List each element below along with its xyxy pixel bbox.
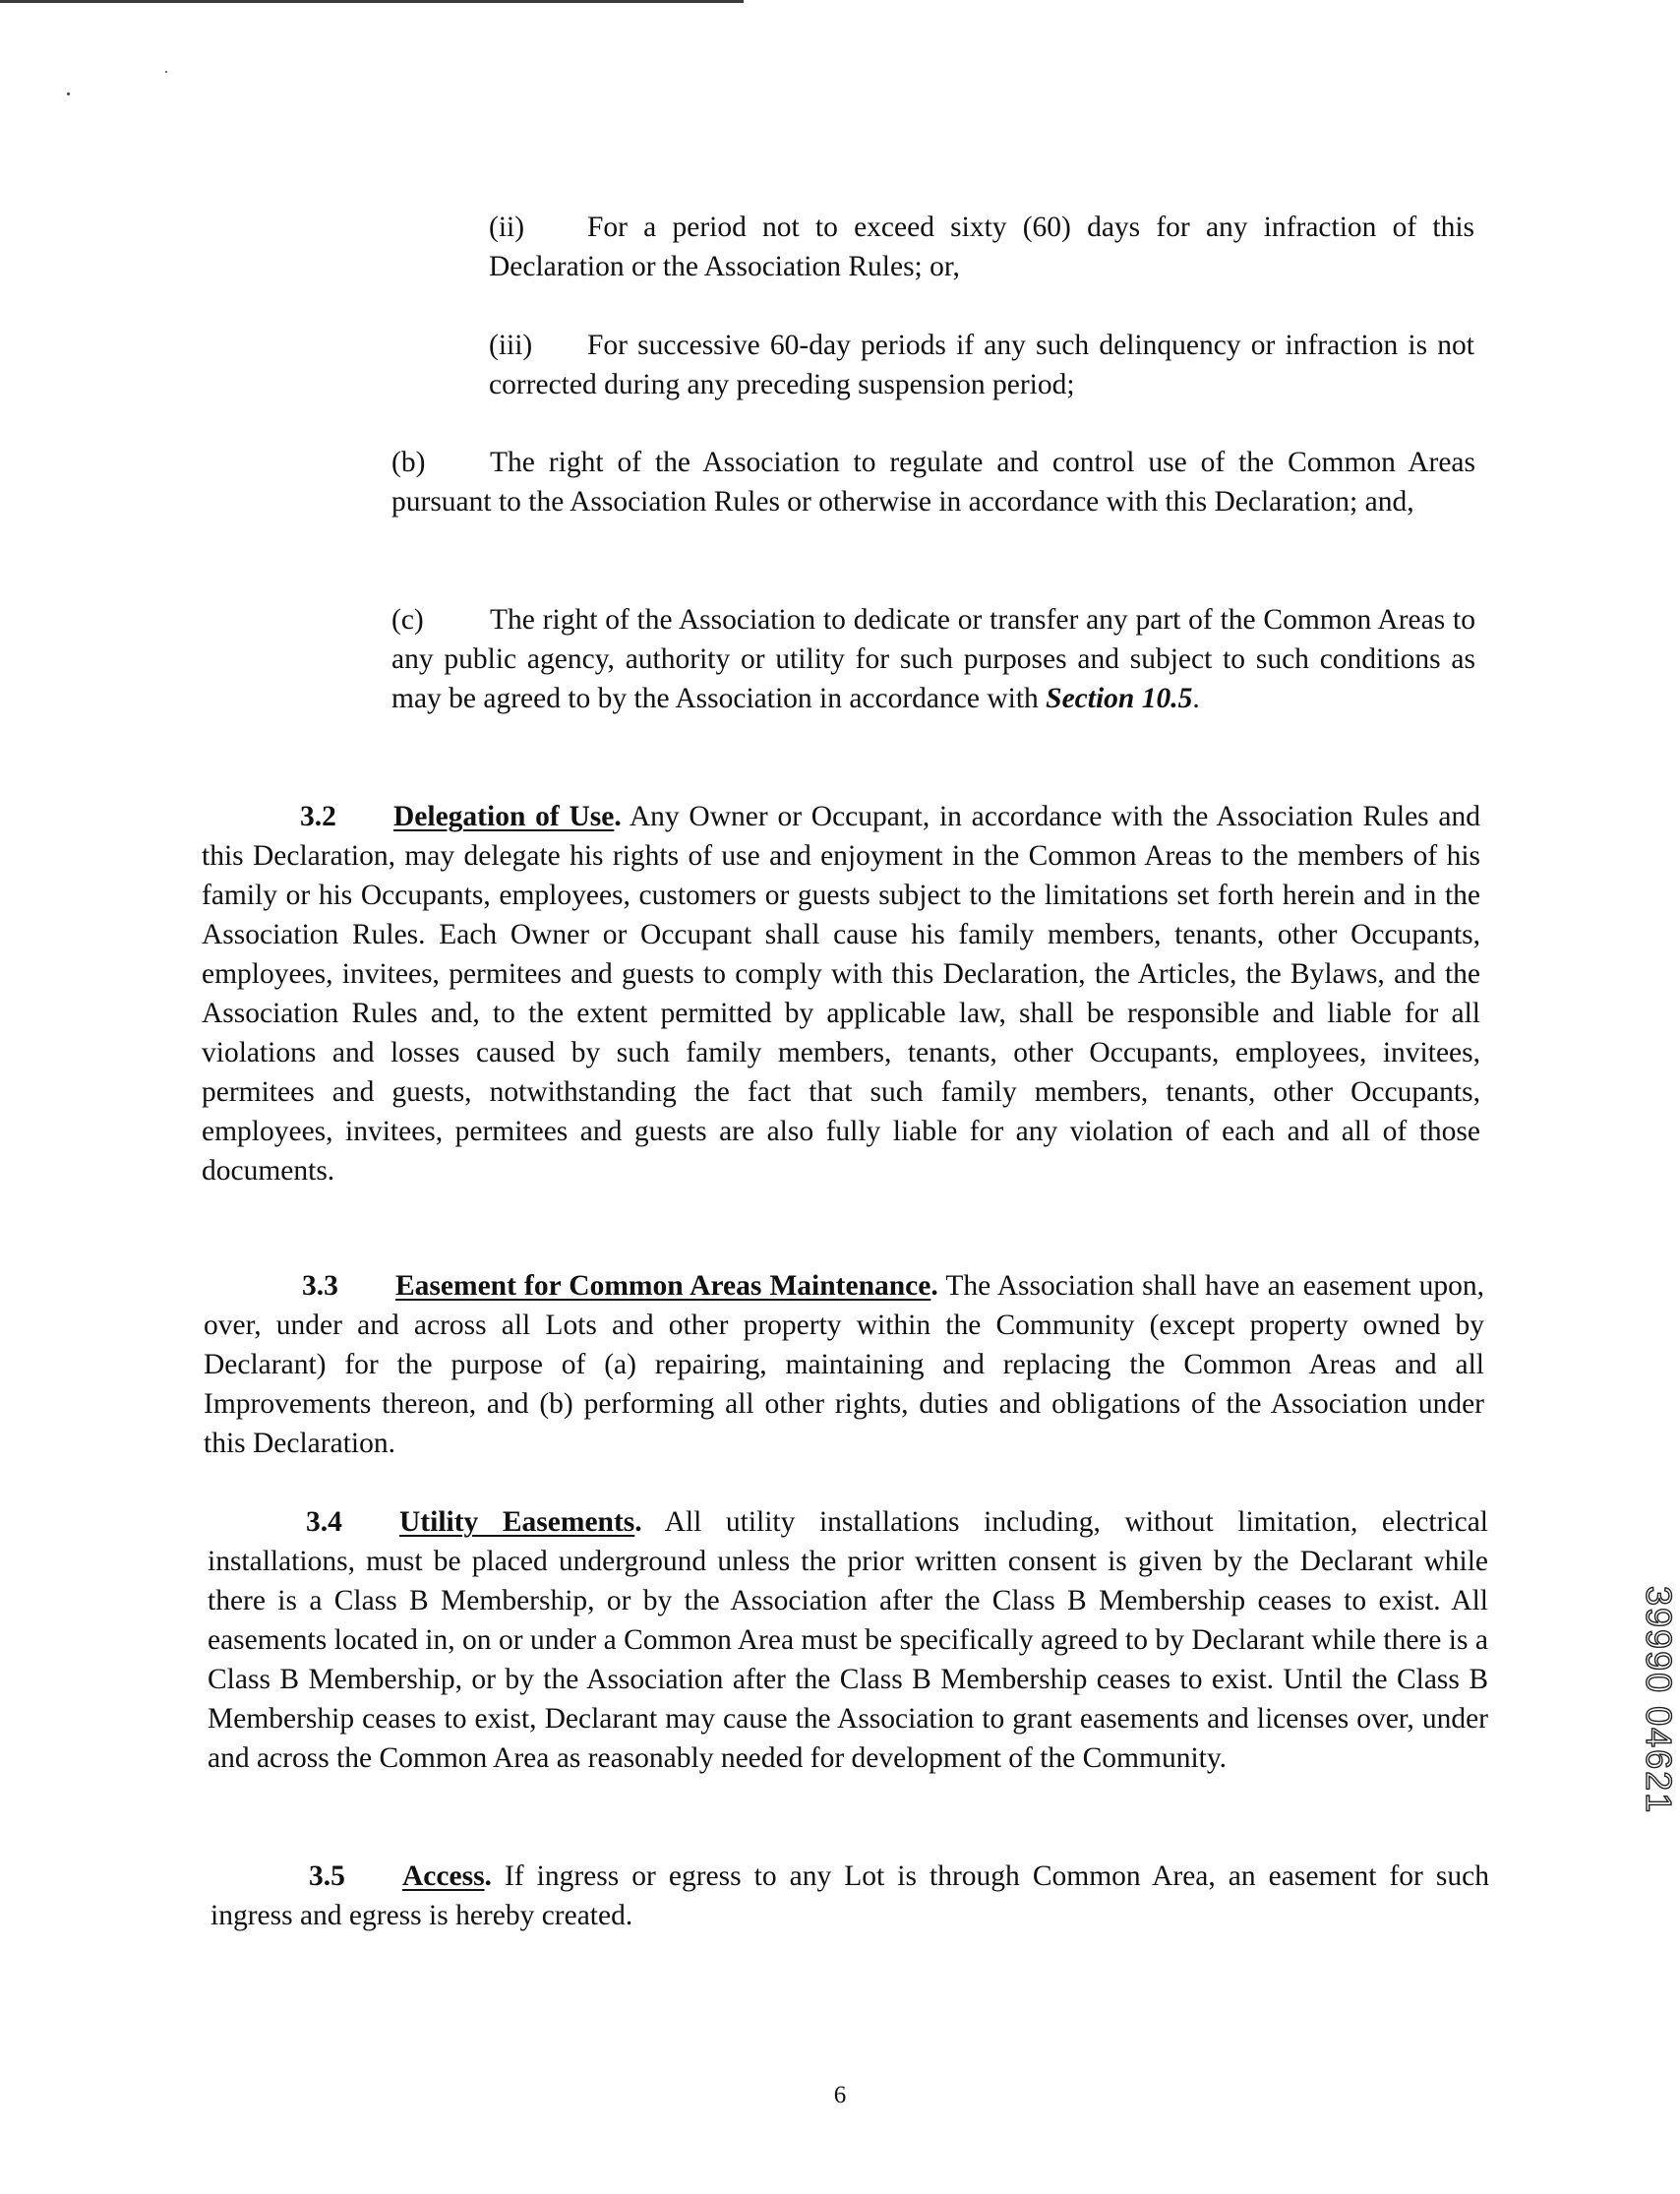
- page-number: 6: [833, 2082, 847, 2108]
- section-title: Delegation of Use: [393, 801, 615, 832]
- item-text: The right of the Association to regulate and control use of the Common Areas pursuant to the Association Rules or otherwise in accordance with this Declaration; and,: [391, 447, 1475, 518]
- section-number: 3.2: [300, 801, 336, 832]
- item-end: .: [1192, 683, 1200, 714]
- item-b: [391, 443, 1475, 521]
- section-3-4: [208, 1502, 1488, 1778]
- section-text: Any Owner or Occupant, in accordance with the Association Rules and this Declaration, may delegate his rights of use and enjoyment in the Common Areas to the members of his family or his Occupants, employees, customers or guests subject to the limitations set forth herein and in the Association Rules. Each Owner or Occupant shall cause his family members, tenants, other Occupants, employees, invitees, permitees and guests to comply with this Declaration, the Articles, the Bylaws, and the Association Rules and, to the extent permitted by applicable law, shall be responsible and liable for all violations and losses caused by such family members, tenants, other Occupants, employees, invitees, permitees and guests, notwithstanding the fact that such family members, tenants, other Occupants, employees, invitees, permitees and guests are also fully liable for any violation of each and all of those documents.: [202, 801, 1481, 1187]
- section-text: If ingress or egress to any Lot is through Common Area, an easement for such ingress and egress is hereby created.: [210, 1860, 1489, 1931]
- section-3-5: [210, 1857, 1489, 1935]
- section-3-3: [204, 1266, 1484, 1463]
- scan-edge-line: [0, 0, 744, 3]
- item-text: For a period not to exceed sixty (60) days for any infraction of this Declaration or the Association Rules; or,: [489, 212, 1474, 282]
- item-label: (b): [391, 447, 426, 478]
- section-title: Utility Easements: [399, 1506, 635, 1538]
- margin-stamp-graphic: [1607, 1584, 1679, 1840]
- item-c: [391, 600, 1475, 718]
- item-label: (iii): [489, 330, 533, 361]
- section-title-end: .: [930, 1270, 938, 1302]
- section-text: The Association shall have an easement upon, over, under and across all Lots and other property within the Community (except property owned by Declarant) for the purpose of (a) repairing, maintaining and replacing the Common Areas and all Improvements thereon, and (b) performing all other rights, duties and obligations of the Association under this Declaration.: [204, 1270, 1484, 1459]
- section-3-2: [202, 797, 1480, 1190]
- section-title-end: .: [614, 801, 622, 832]
- section-title-end: .: [484, 1860, 492, 1892]
- margin-stamp-text: 39990 04621: [1639, 1586, 1679, 1815]
- item-iii: [489, 326, 1474, 404]
- scan-speck: [67, 92, 70, 95]
- section-title: Easement for Common Areas Maintenance: [395, 1270, 931, 1302]
- margin-stamp: [1607, 1584, 1679, 1840]
- item-label: (c): [391, 604, 424, 636]
- section-title-end: .: [634, 1506, 642, 1538]
- section-number: 3.3: [302, 1270, 338, 1302]
- section-number: 3.5: [309, 1860, 345, 1892]
- item-text: The right of the Association to dedicate or transfer any part of the Common Areas to any public agency, authority or utility for such purposes and subject to such conditions as may be agreed to by the Association in accordance with: [391, 604, 1475, 714]
- item-ii: [489, 208, 1474, 286]
- section-title: Access: [402, 1860, 485, 1892]
- scan-speck: [165, 71, 167, 73]
- section-text: All utility installations including, without limitation, electrical installations, must be placed underground unless the prior written consent is given by the Declarant while there is a Class B Membership, or by the Association after the Class B Membership ceases to exist. All easements located in, on or under a Common Area must be specifically agreed to by Declarant while there is a Class B Membership, or by the Association after the Class B Membership ceases to exist. Until the Class B Membership ceases to exist, Declarant may cause the Association to grant easements and licenses over, under and across the Common Area as reasonably needed for development of the Community.: [208, 1506, 1489, 1774]
- item-text: For successive 60-day periods if any such delinquency or infraction is not corrected during any preceding suspension period;: [489, 330, 1474, 400]
- section-number: 3.4: [306, 1506, 342, 1538]
- item-label: (ii): [489, 212, 525, 243]
- section-reference: Section 10.5: [1046, 683, 1193, 714]
